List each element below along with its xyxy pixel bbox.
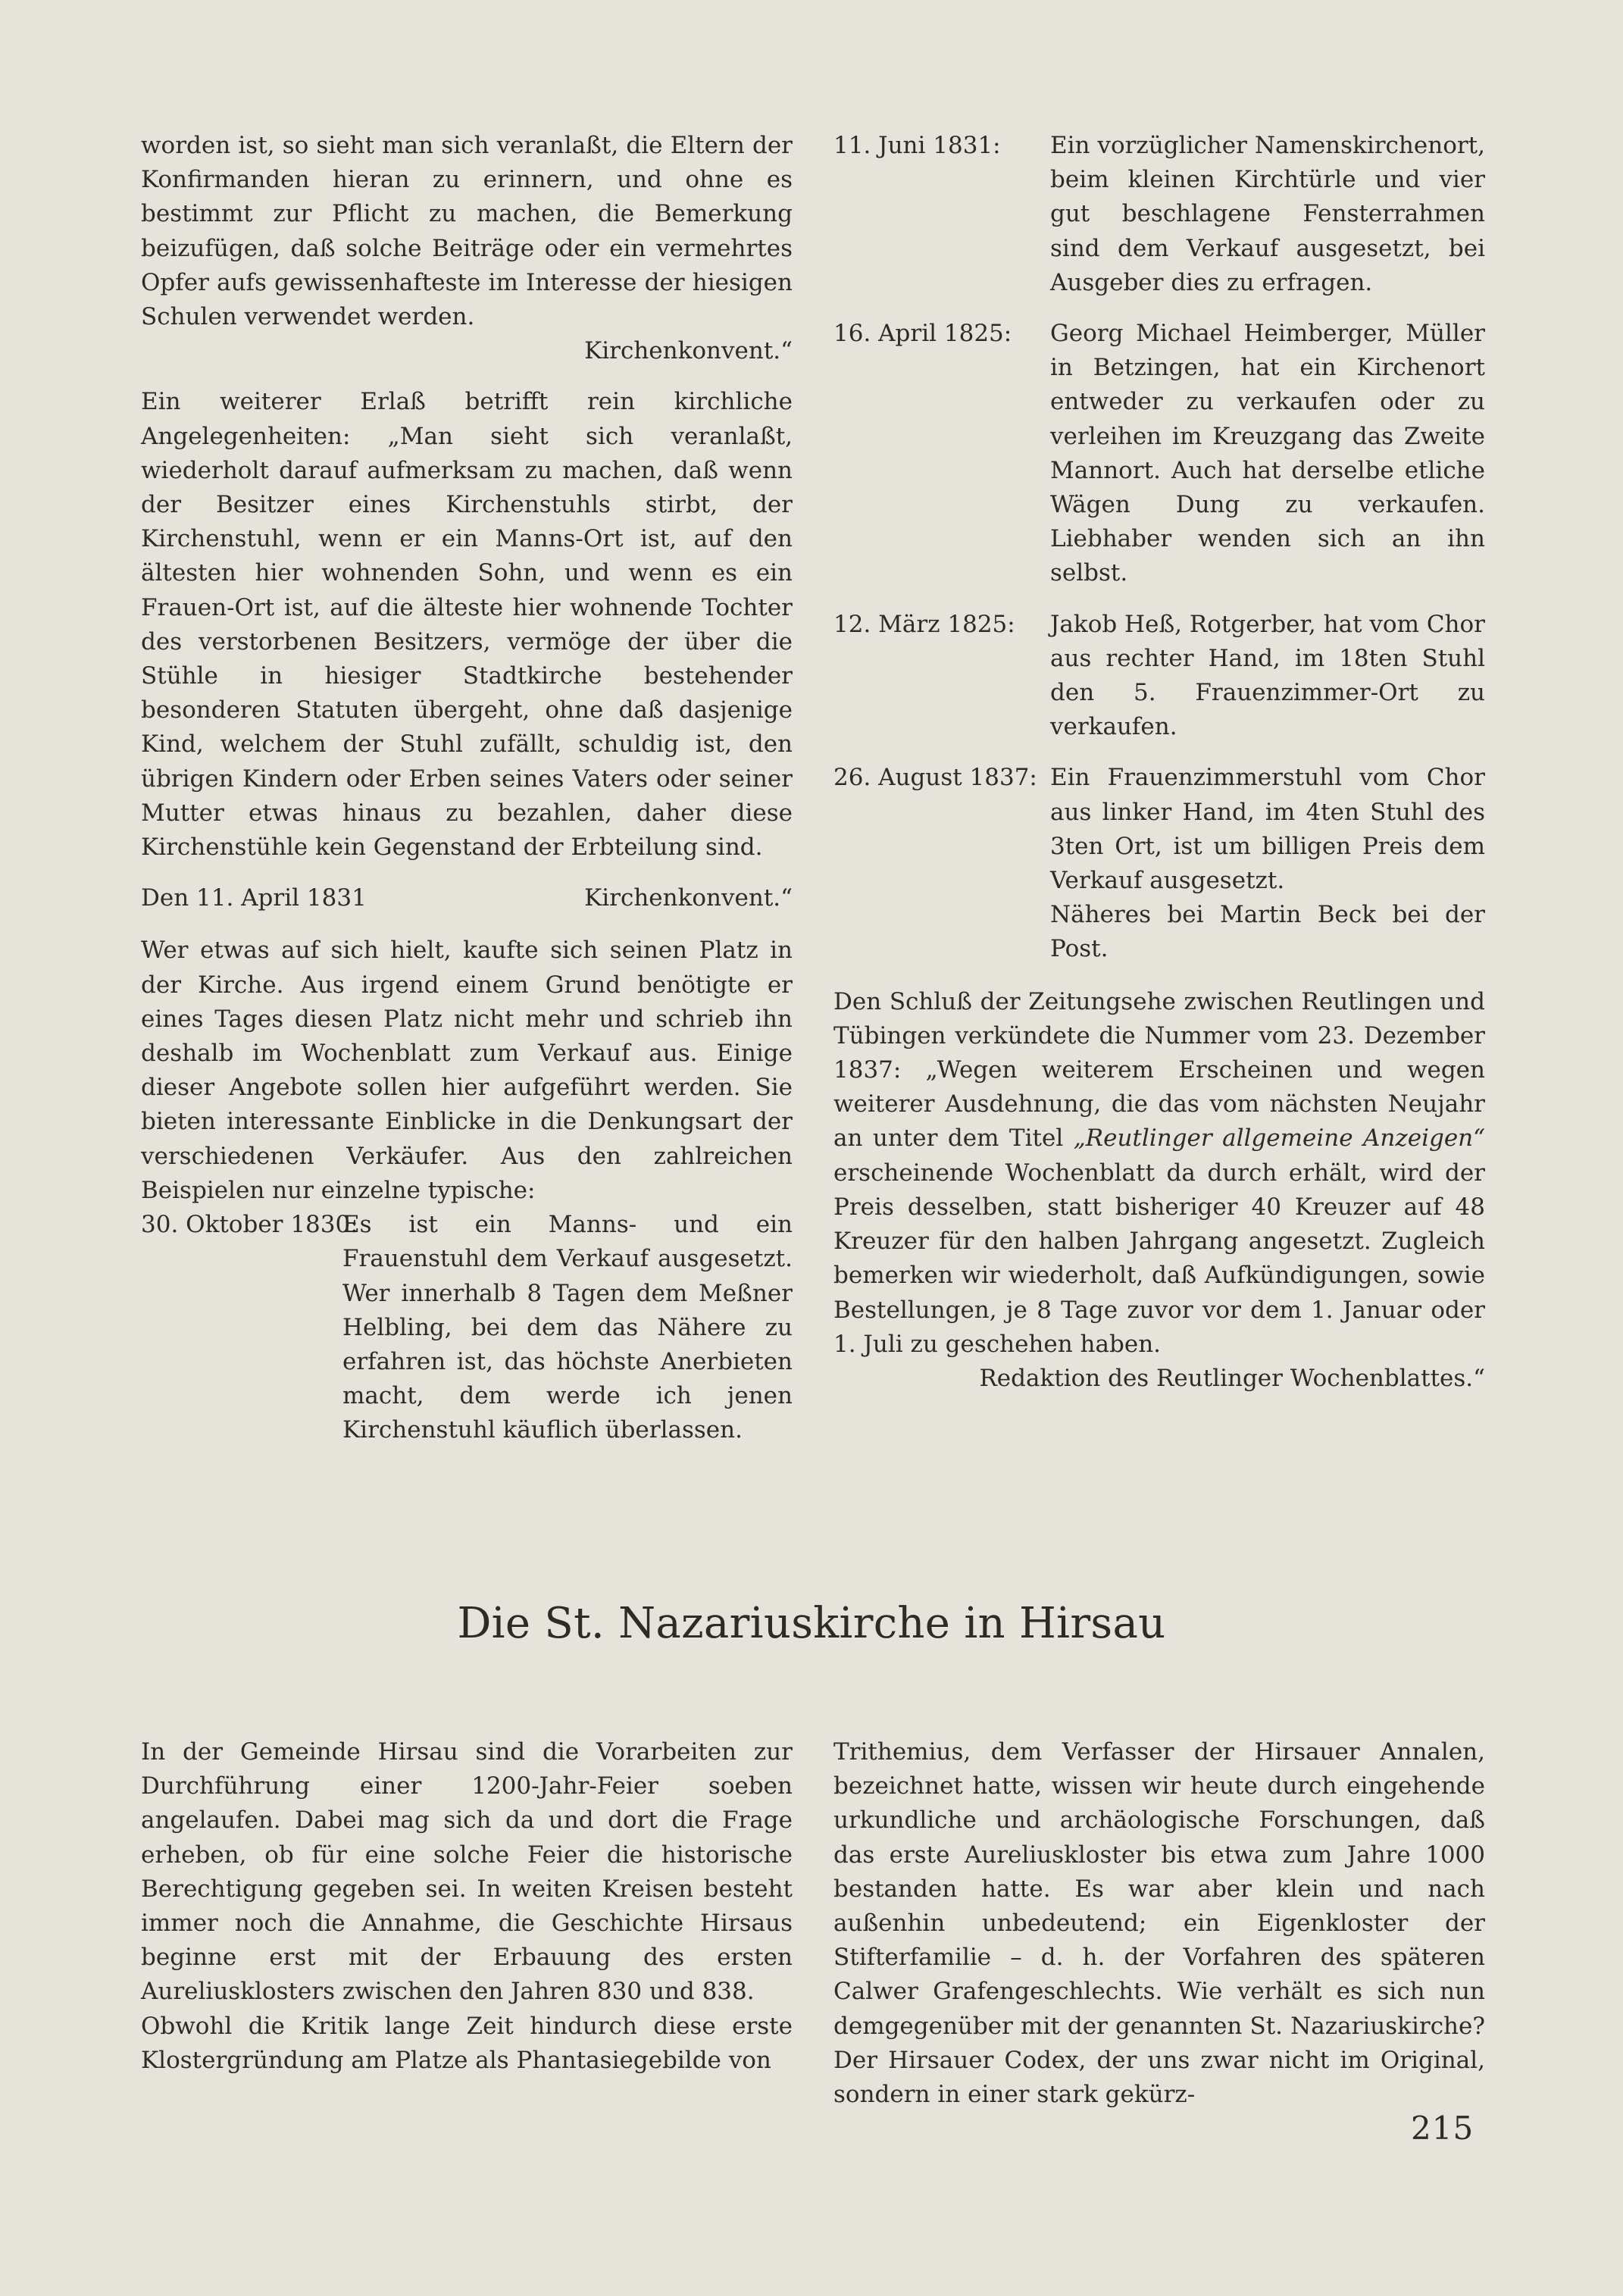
paragraph: Trithemius, dem Verfasser der Hirsauer Annalen, bezeichnet hatte, wissen wir heute durch eingehende urkundliche und archäologische Forschungen, daß das erste Aureliuskloster bis etwa zum Jahre 1000 bestanden hatte. Es war aber klein und nach außenhin unbedeutend; ein Eigenkloster der Stifterfamilie – d. h. der Vorfahren des späteren Calwer Grafengeschlechts. Wie verhält es sich nun demgegenüber mit der genannten St. Nazariuskirche? Der Hirsauer Codex, der uns zwar nicht im Original, sondern in einer stark gekürz- — [833, 1738, 1485, 2109]
advert-date: 26. August 1837: — [833, 764, 1037, 792]
paragraph: Wer etwas auf sich hielt, kaufte sich seinen Platz in der Kirche. Aus irgend einem Grund benötigte er eines Tages diesen Platz nicht mehr und schrieb ihn deshalb im Wochenblatt zum Verkauf aus. Einige dieser Angebote sollen hier aufgeführt werden. Sie bieten interessante Einblicke in die Denkungsart der verschiedenen Verkäufer. Aus den zahlreichen Beispielen nur einzelne typische: — [141, 937, 793, 1204]
paragraph: worden ist, so sieht man sich veranlaßt, die Eltern der Konfirmanden hieran zu erinnern, und ohne es bestimmt zur Pflicht zu machen, die Bemerkung beizufügen, daß solche Beiträge oder ein vermehrtes Opfer aufs gewissenhafteste im Interesse der hiesigen Schulen verwendet werden. — [141, 132, 793, 331]
advert-entry — [833, 317, 1485, 591]
closing-text: erscheinende Wochenblatt da durch erhält, wird der Preis desselben, statt bisheriger 40 Kreuzer auf 48 Kreuzer für den halben Jahrgang angesetzt. Zugleich bemerken wir wiederholt, daß Aufkündigungen, sowie Bestellungen, je 8 Tage zuvor vor dem 1. Januar oder 1. Juli zu geschehen haben. — [833, 1159, 1485, 1358]
advert-entry — [141, 1208, 793, 1447]
advert-entry — [833, 129, 1485, 300]
advert-text: Ein vorzüglicher Namenskirchenort, beim kleinen Kirchtürle und vier gut beschlagene Fensterrahmen sind dem Verkauf ausgesetzt, bei Ausgeber dies zu erfragen. — [1050, 132, 1485, 296]
signature: Kirchenkonvent.“ — [584, 884, 793, 912]
page-number: 215 — [1411, 2110, 1474, 2147]
top-right-column — [833, 129, 1485, 1396]
advert-entry — [833, 761, 1485, 966]
decree-date: Den 11. April 1831 — [141, 884, 367, 912]
advert-date: 11. Juni 1831: — [833, 132, 1001, 159]
advert-date: 16. April 1825: — [833, 320, 1012, 348]
signature: Kirchenkonvent.“ — [584, 337, 793, 365]
advert-text: Ein Frauenzimmerstuhl vom Chor aus linker Hand, im 4ten Stuhl des 3ten Ort, ist um billigen Preis dem Verkauf ausgesetzt. — [1050, 764, 1485, 895]
advert-text: Georg Michael Heimberger, Müller in Betzingen, hat ein Kirchenort entweder zu verkaufen oder zu verleihen im Kreuzgang das Zweite Mannort. Auch hat derselbe etliche Wägen Dung zu verkaufen. Liebhaber wenden sich an ihn selbst. — [1050, 320, 1485, 587]
advert-entry — [833, 608, 1485, 745]
advert-text: Es ist ein Manns- und ein Frauenstuhl dem Verkauf ausgesetzt. Wer innerhalb 8 Tagen dem Meßner Helbling, bei dem das Nähere zu erfahren ist, das höchste Anerbieten macht, dem werde ich jenen Kirchenstuhl käuflich überlassen. — [342, 1211, 793, 1444]
advert-text: Jakob Heß, Rotgerber, hat vom Chor aus rechter Hand, im 18ten Stuhl den 5. Frauenzimmer-Ort zu verkaufen. — [1050, 610, 1485, 741]
advert-date: 30. Oktober 1830: — [141, 1211, 358, 1239]
paragraph: In der Gemeinde Hirsau sind die Vorarbeiten zur Durchführung einer 1200-Jahr-Feier soeben angelaufen. Dabei mag sich da und dort die Frage erheben, ob für eine solche Feier die historische Berechtigung gegeben sei. In weiten Kreisen besteht immer noch die Annahme, die Geschichte Hirsaus beginne erst mit der Erbauung des ersten Aureliusklosters zwischen den Jahren 830 und 838. — [141, 1738, 793, 2006]
date-signature-line — [141, 881, 793, 915]
bottom-right-column — [833, 1735, 1485, 2112]
newspaper-title: „Reutlinger allgemeine Anzeigen“ — [1073, 1125, 1485, 1153]
signature: Redaktion des Reutlinger Wochenblattes.“ — [979, 1364, 1485, 1392]
article-heading: Die St. Nazariuskirche in Hirsau — [457, 1599, 1166, 1648]
top-left-column — [141, 129, 793, 1448]
bottom-left-column — [141, 1735, 793, 2078]
closing-text: Den Schluß der Zeitungsehe zwischen Reutlingen und Tübingen verkündete die Nummer vom 23. Dezember 1837: „Wegen weiterem Erscheinen und wegen weiterer Ausdehnung, die das vom nächsten Neujahr an unter dem Titel — [833, 987, 1485, 1153]
paragraph: Ein weiterer Erlaß betrifft rein kirchliche Angelegenheiten: „Man sieht sich veranlaßt, wiederholt darauf aufmerksam zu machen, daß wenn der Besitzer eines Kirchenstuhls stirbt, der Kirchenstuhl, wenn er ein Manns-Ort ist, auf den ältesten hier wohnenden Sohn, und wenn es ein Frauen-Ort ist, auf die älteste hier wohnende Tochter des verstorbenen Besitzers, vermöge der über die Stühle in hiesiger Stadtkirche bestehender besonderen Statuten übergeht, ohne daß dasjenige Kind, welchem der Stuhl zufällt, schuldig ist, den übrigen Kindern oder Erben seines Vaters oder seiner Mutter etwas hinaus zu bezahlen, daher diese Kirchenstühle kein Gegenstand der Erbteilung sind. — [141, 388, 793, 862]
paragraph: Obwohl die Kritik lange Zeit hindurch diese erste Klostergründung am Platze als Phantasiegebilde von — [141, 2012, 793, 2074]
paragraph — [833, 985, 1485, 1362]
advert-text-block — [1050, 761, 1485, 966]
advert-date: 12. März 1825: — [833, 610, 1015, 638]
advert-text: Näheres bei Martin Beck bei der Post. — [1050, 901, 1485, 963]
